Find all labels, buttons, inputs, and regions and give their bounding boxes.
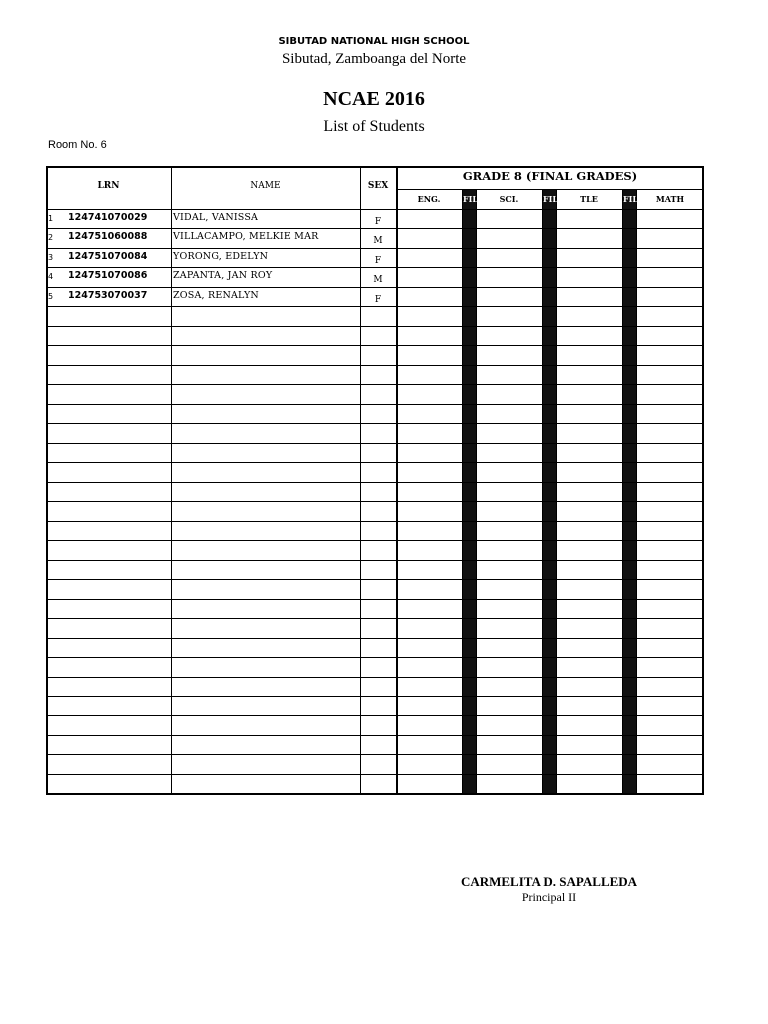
row-line [46, 248, 704, 249]
subject-label: MATH [655, 194, 685, 204]
row-line [46, 638, 704, 639]
exam-title: NCAE 2016 [323, 88, 425, 110]
row-line [46, 228, 704, 229]
col-divider-sex [396, 166, 398, 795]
row-lrn: 124751070084 [68, 251, 148, 262]
row-number: 4 [48, 272, 54, 281]
row-line [46, 560, 704, 561]
row-lrn: 124751060088 [68, 231, 148, 242]
row-line [46, 267, 704, 268]
row-line [46, 482, 704, 483]
row-number: 2 [48, 233, 54, 242]
row-name: VIDAL, VANISSA [173, 212, 259, 223]
row-line [46, 774, 704, 775]
row-line [46, 326, 704, 327]
row-name: YORONG, EDELYN [173, 251, 269, 262]
subject-fil-label: FIL [463, 194, 479, 204]
row-line [46, 657, 704, 658]
row-lrn: 124751070086 [68, 270, 148, 281]
row-name: ZAPANTA, JAN ROY [173, 270, 273, 281]
row-sex: M [373, 236, 383, 246]
row-line [46, 423, 704, 424]
table-border-right [702, 166, 704, 795]
row-name: ZOSA, RENALYN [173, 290, 259, 301]
row-line [46, 404, 704, 405]
subject-divider [636, 189, 637, 795]
row-line [46, 443, 704, 444]
header-bottom-line [46, 209, 704, 210]
subject-divider [462, 189, 463, 795]
subject-divider [622, 189, 623, 795]
row-line [46, 384, 704, 385]
subject-fil-label: FIL [623, 194, 639, 204]
fil-column-3 [622, 189, 639, 795]
row-line [46, 618, 704, 619]
row-sex: F [374, 295, 382, 305]
row-line [46, 345, 704, 346]
row-number: 3 [48, 253, 54, 262]
row-line [46, 501, 704, 502]
subject-divider [542, 189, 543, 795]
fil-column-2 [542, 189, 559, 795]
table-border-bottom [46, 793, 704, 795]
row-line [46, 540, 704, 541]
row-line [46, 306, 704, 307]
row-line [46, 287, 704, 288]
header-sex: SEX [367, 181, 389, 191]
col-divider-lrn [171, 166, 172, 795]
row-sex: F [374, 256, 382, 266]
row-line [46, 365, 704, 366]
row-number: 1 [48, 214, 54, 223]
subject-fil-label: FIL [543, 194, 559, 204]
table-border-top [46, 166, 704, 168]
row-line [46, 715, 704, 716]
header-grades-title: GRADE 8 (FINAL GRADES) [462, 169, 638, 183]
row-number: 5 [48, 292, 54, 301]
row-sex: M [373, 275, 383, 285]
subject-label: ENG. [417, 194, 441, 204]
row-name: VILLACAMPO, MELKIE MAR [173, 231, 319, 242]
row-line [46, 521, 704, 522]
subject-label: TLE [580, 194, 598, 204]
row-line [46, 462, 704, 463]
row-lrn: 124741070029 [68, 212, 148, 223]
header-lrn: LRN [97, 181, 120, 191]
school-location: Sibutad, Zamboanga del Norte [281, 51, 467, 67]
subject-divider [476, 189, 477, 795]
row-sex: F [374, 217, 382, 227]
subject-label: SCI. [499, 194, 519, 204]
row-line [46, 735, 704, 736]
row-line [46, 579, 704, 580]
fil-column-1 [462, 189, 479, 795]
grade-title-underline [396, 189, 704, 190]
subject-divider [556, 189, 557, 795]
row-line [46, 754, 704, 755]
row-line [46, 696, 704, 697]
signatory-name: CARMELITA D. SAPALLEDA [460, 874, 638, 889]
student-table [46, 166, 704, 795]
row-line [46, 677, 704, 678]
header-name: NAME [250, 181, 281, 191]
school-name: SIBUTAD NATIONAL HIGH SCHOOL [278, 36, 470, 47]
row-lrn: 124753070037 [68, 290, 148, 301]
list-subtitle: List of Students [323, 118, 425, 135]
row-line [46, 599, 704, 600]
signatory-title: Principal II [521, 890, 577, 904]
room-number: Room No. 6 [48, 139, 107, 151]
